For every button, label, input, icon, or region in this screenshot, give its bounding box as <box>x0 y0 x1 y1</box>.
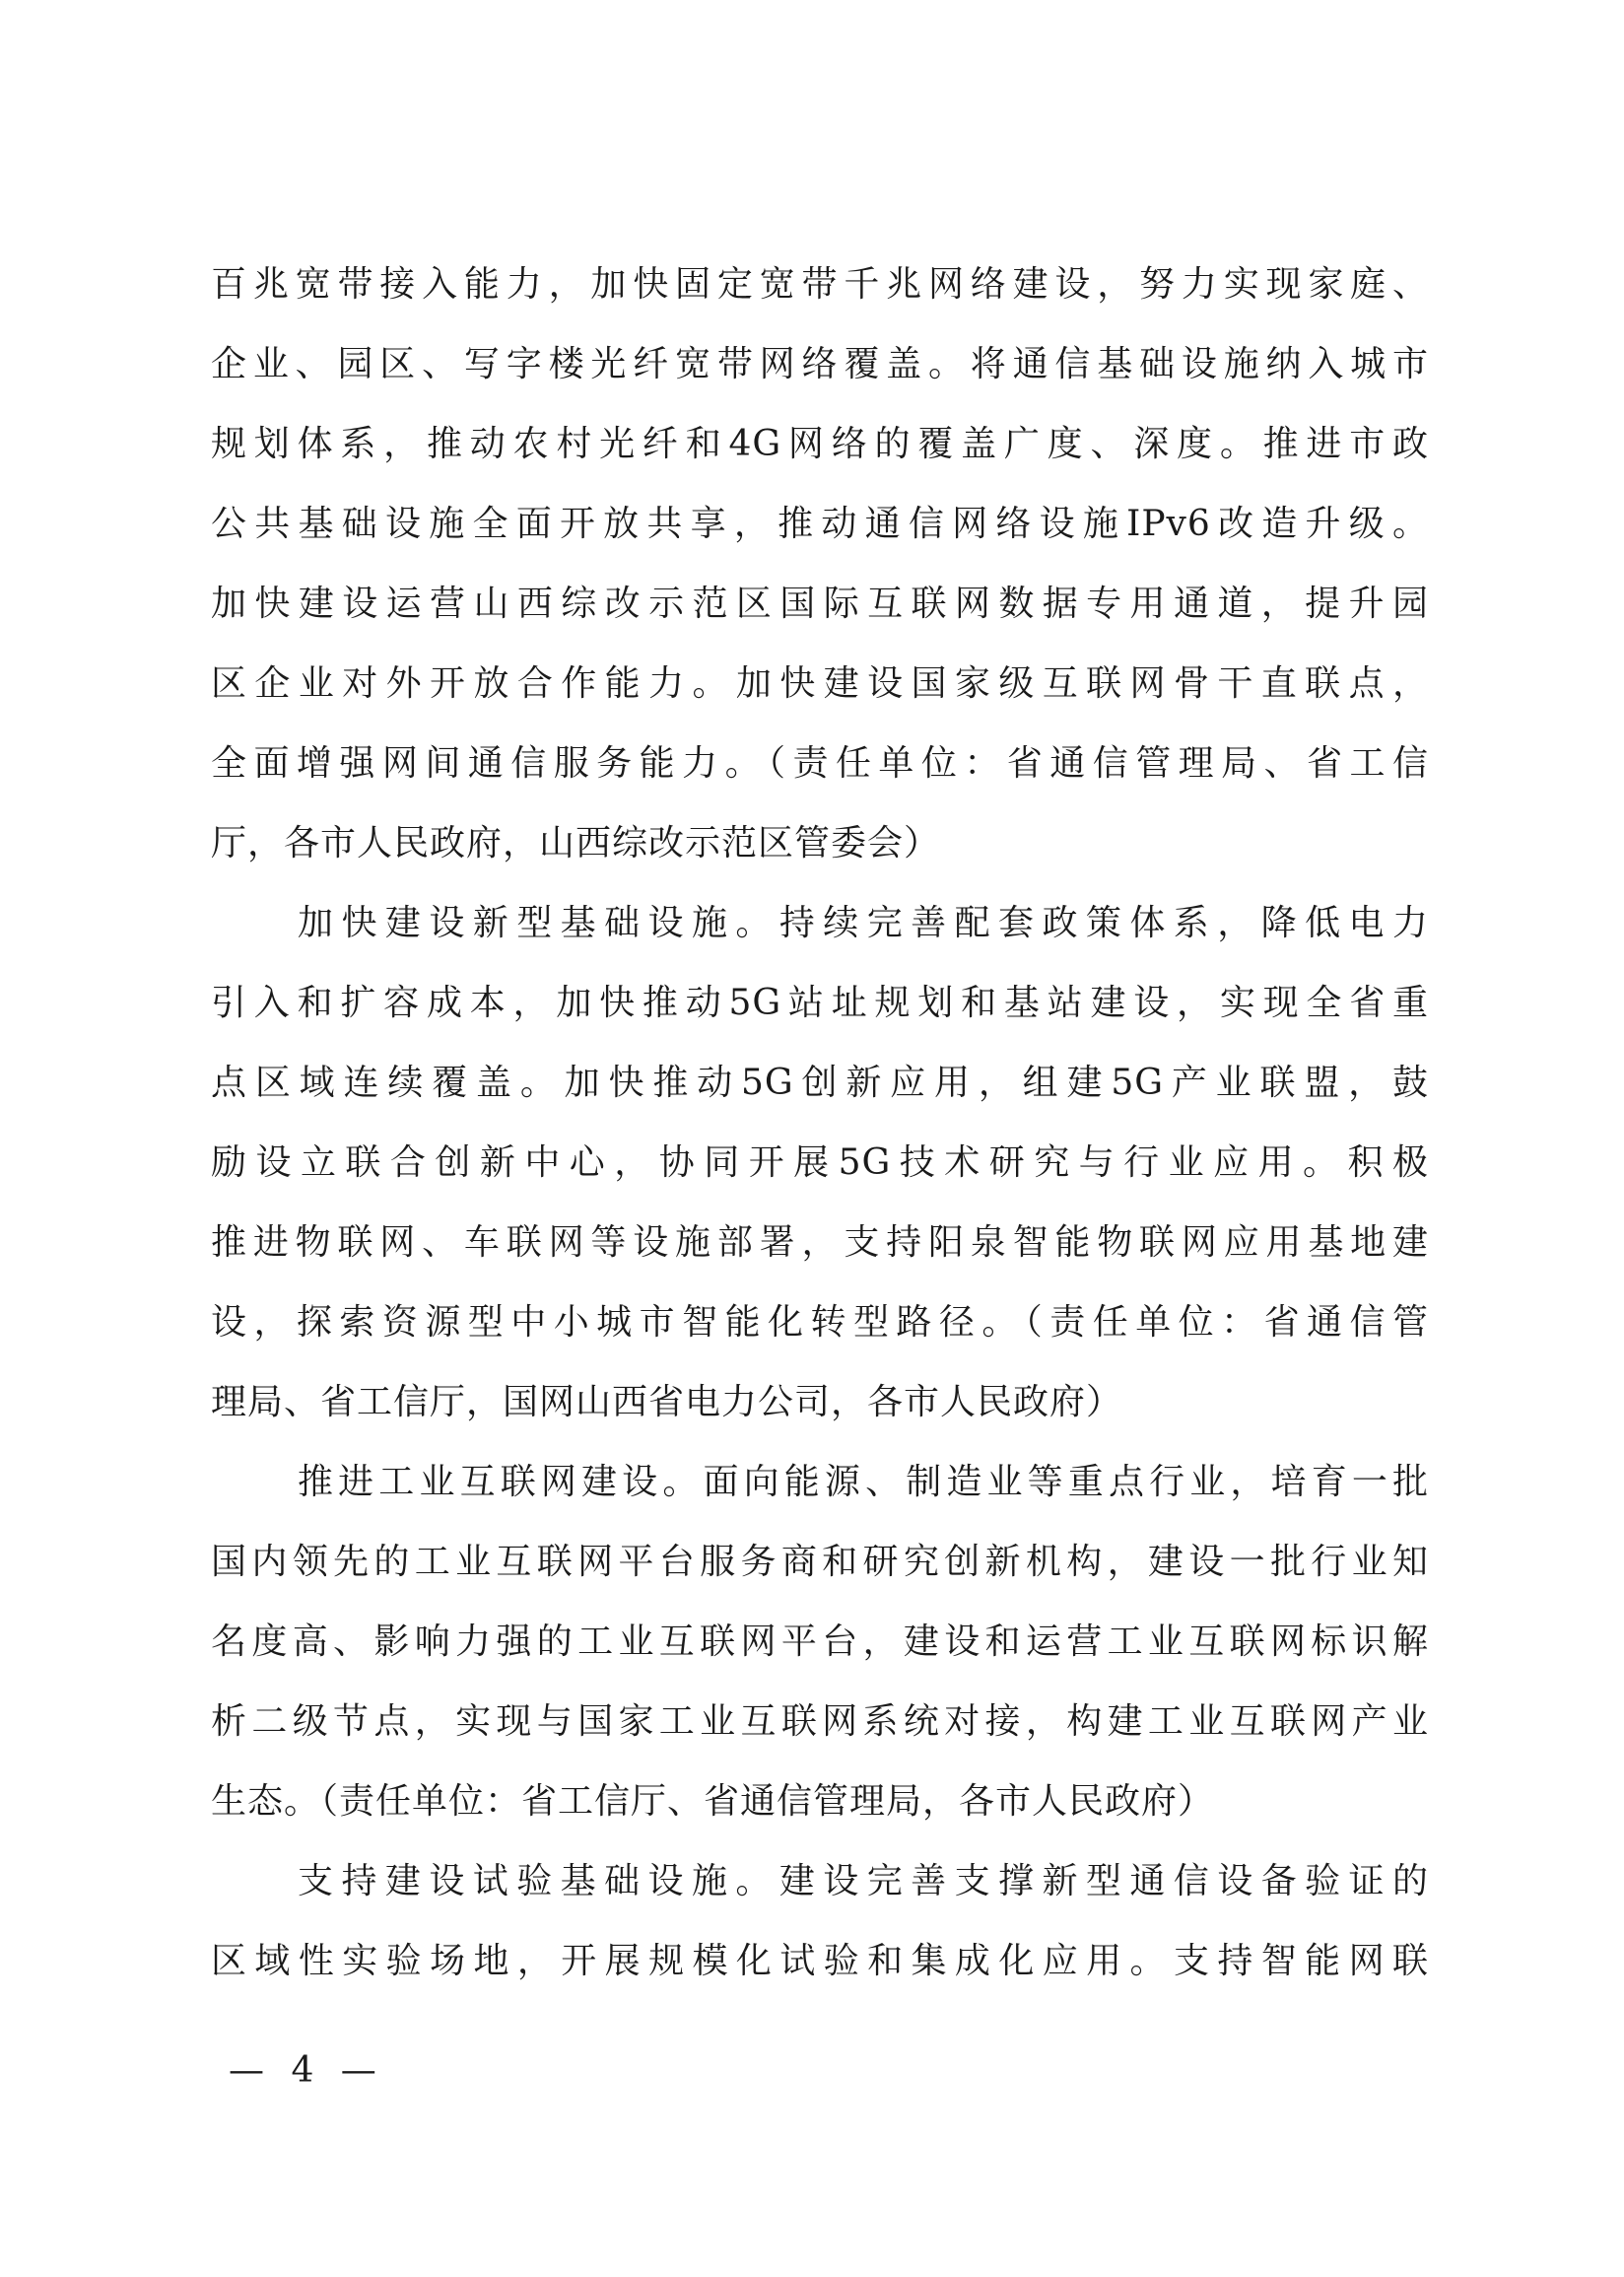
text-line: 推进物联网、车联网等设施部署，支持阳泉智能物联网应用基地建 <box>211 1222 1429 1263</box>
text-line: 区域性实验场地，开展规模化试验和集成化应用。支持智能网联 <box>211 1941 1429 1981</box>
paragraph-heading-line: 加快建设新型基础设施。持续完善配套政策体系，降低电力 <box>298 903 1429 943</box>
text-line: 厅，各市人民政府，山西综改示范区管委会） <box>211 823 941 863</box>
text-line: 点区域连续覆盖。加快推动5G创新应用，组建5G产业联盟，鼓 <box>211 1063 1429 1103</box>
text-line: 生态。（责任单位：省工信厅、省通信管理局，各市人民政府） <box>211 1781 1215 1822</box>
paragraph-heading-line: 推进工业互联网建设。面向能源、制造业等重点行业，培育一批 <box>298 1462 1429 1502</box>
text-line: 加快建设运营山西综改示范区国际互联网数据专用通道，提升园 <box>211 584 1429 624</box>
text-line: 全面增强网间通信服务能力。（责任单位：省通信管理局、省工信 <box>211 743 1429 784</box>
text-line: 规划体系，推动农村光纤和4G网络的覆盖广度、深度。推进市政 <box>211 424 1429 464</box>
page-number: — 4 — <box>229 2050 384 2091</box>
text-line: 引入和扩容成本，加快推动5G站址规划和基站建设，实现全省重 <box>211 983 1429 1023</box>
text-line: 区企业对外开放合作能力。加快建设国家级互联网骨干直联点， <box>211 663 1429 704</box>
text-line: 国内领先的工业互联网平台服务商和研究创新机构，建设一批行业知 <box>211 1542 1429 1582</box>
text-line: 企业、园区、写字楼光纤宽带网络覆盖。将通信基础设施纳入城市 <box>211 344 1429 384</box>
paragraph-heading-line: 支持建设试验基础设施。建设完善支撑新型通信设备验证的 <box>298 1861 1429 1901</box>
body-text <box>211 244 1429 2001</box>
text-line: 公共基础设施全面开放共享，推动通信网络设施IPv6改造升级。 <box>211 504 1429 544</box>
text-line: 析二级节点，实现与国家工业互联网系统对接，构建工业互联网产业 <box>211 1701 1429 1742</box>
text-line: 理局、省工信厅，国网山西省电力公司，各市人民政府） <box>211 1382 1123 1422</box>
text-line: 百兆宽带接入能力，加快固定宽带千兆网络建设，努力实现家庭、 <box>211 264 1429 305</box>
text-line: 设，探索资源型中小城市智能化转型路径。（责任单位：省通信管 <box>211 1302 1429 1343</box>
text-line: 励设立联合创新中心，协同开展5G技术研究与行业应用。积极 <box>211 1142 1429 1183</box>
text-line: 名度高、影响力强的工业互联网平台，建设和运营工业互联网标识解 <box>211 1622 1429 1662</box>
